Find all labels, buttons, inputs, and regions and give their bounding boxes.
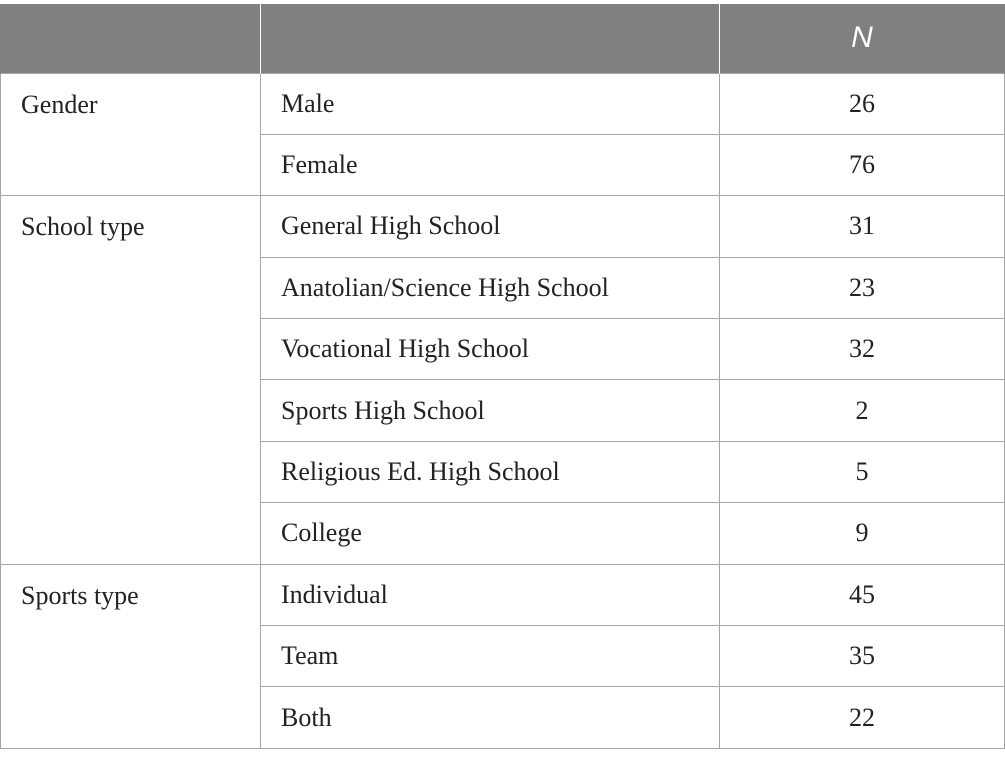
count-cell: 23 xyxy=(720,257,1005,318)
header-n: N xyxy=(720,4,1005,73)
table-header xyxy=(1,4,1005,73)
header-variable xyxy=(1,4,261,73)
count-cell: 22 xyxy=(720,687,1005,748)
table-row xyxy=(1,564,1005,625)
group-label-gender: Gender xyxy=(1,73,261,196)
header-row xyxy=(1,4,1005,73)
category-cell: College xyxy=(261,503,720,564)
demographics-table xyxy=(0,4,1005,749)
category-cell: Female xyxy=(261,134,720,195)
category-cell: Religious Ed. High School xyxy=(261,441,720,502)
header-category xyxy=(261,4,720,73)
category-cell: Sports High School xyxy=(261,380,720,441)
count-cell: 45 xyxy=(720,564,1005,625)
demographics-table-container xyxy=(0,4,1004,749)
category-cell: Individual xyxy=(261,564,720,625)
count-cell: 2 xyxy=(720,380,1005,441)
category-cell: Vocational High School xyxy=(261,319,720,380)
count-cell: 35 xyxy=(720,626,1005,687)
table-row xyxy=(1,73,1005,134)
count-cell: 5 xyxy=(720,441,1005,502)
count-cell: 9 xyxy=(720,503,1005,564)
category-cell: Team xyxy=(261,626,720,687)
group-label-sports-type: Sports type xyxy=(1,564,261,748)
category-cell: General High School xyxy=(261,196,720,257)
category-cell: Male xyxy=(261,73,720,134)
count-cell: 31 xyxy=(720,196,1005,257)
count-cell: 26 xyxy=(720,73,1005,134)
table-body xyxy=(1,73,1005,748)
table-row xyxy=(1,196,1005,257)
category-cell: Anatolian/Science High School xyxy=(261,257,720,318)
count-cell: 76 xyxy=(720,134,1005,195)
category-cell: Both xyxy=(261,687,720,748)
count-cell: 32 xyxy=(720,319,1005,380)
group-label-school-type: School type xyxy=(1,196,261,564)
